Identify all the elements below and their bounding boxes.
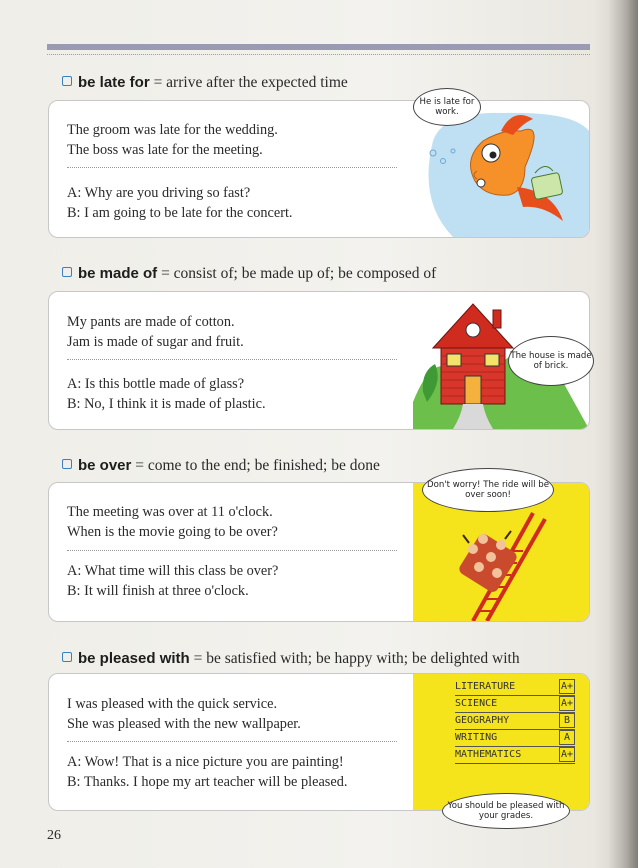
example-sentence: I was pleased with the quick service.: [67, 696, 278, 712]
grade-value: A+: [560, 681, 574, 692]
checkbox-icon[interactable]: [62, 459, 72, 469]
dialogue-line: B: No, I think it is made of plastic.: [67, 396, 266, 412]
example-sentence: When is the movie going to be over?: [67, 524, 278, 540]
speech-bubble: The house is made of brick.: [508, 336, 594, 386]
entry-definition: = arrive after the expected time: [153, 74, 348, 91]
speech-bubble: You should be pleased with your grades.: [442, 793, 570, 829]
subject-label: MATHEMATICS: [455, 749, 522, 760]
grade-value: A: [559, 730, 575, 745]
grade-row: [455, 747, 575, 764]
report-card: [455, 679, 575, 789]
entry-term: be over: [78, 457, 132, 474]
dialogue-line: B: It will finish at three o'clock.: [67, 583, 249, 599]
entry-definition: = be satisfied with; be happy with; be delighted with: [193, 650, 520, 667]
speech-bubble: He is late for work.: [413, 88, 481, 126]
example-sentence: Jam is made of sugar and fruit.: [67, 334, 244, 350]
dialogue-line: A: Why are you driving so fast?: [67, 185, 251, 201]
entry-definition: = consist of; be made up of; be composed of: [161, 265, 437, 282]
dialogue-line: A: Is this bottle made of glass?: [67, 376, 245, 392]
dialogue-line: B: I am going to be late for the concert.: [67, 205, 293, 221]
subject-label: WRITING: [455, 732, 498, 743]
header-dotted-rule: [47, 54, 590, 55]
grade-row: [455, 696, 575, 713]
example-sentence: The boss was late for the meeting.: [67, 142, 263, 158]
entry-heading: [62, 650, 520, 668]
entry-term: be late for: [78, 74, 150, 91]
divider: [67, 359, 397, 360]
dialogue-line: B: Thanks. I hope my art teacher will be pleased.: [67, 774, 348, 790]
entry-heading: [62, 265, 436, 283]
grade-row: [455, 730, 575, 747]
entry-term: be pleased with: [78, 650, 190, 667]
entry-term: be made of: [78, 265, 158, 282]
dialogue-line: A: Wow! That is a nice picture you are painting!: [67, 754, 344, 770]
dialogue-line: A: What time will this class be over?: [67, 563, 279, 579]
grade-value: A+: [560, 698, 574, 709]
subject-label: LITERATURE: [455, 681, 516, 692]
example-sentence: The meeting was over at 11 o'clock.: [67, 504, 273, 520]
divider: [67, 167, 397, 168]
subject-label: SCIENCE: [455, 698, 498, 709]
grade-value: B: [559, 713, 575, 728]
divider: [67, 741, 397, 742]
subject-label: GEOGRAPHY: [455, 715, 510, 726]
grade-row: [455, 679, 575, 696]
example-sentence: The groom was late for the wedding.: [67, 122, 278, 138]
divider: [67, 550, 397, 551]
example-card: [48, 100, 590, 238]
grade-row: [455, 713, 575, 730]
checkbox-icon[interactable]: [62, 76, 72, 86]
entry-heading: [62, 74, 348, 92]
checkbox-icon[interactable]: [62, 652, 72, 662]
entry-heading: [62, 457, 380, 475]
page-spine-shadow: [608, 0, 638, 868]
entry-definition: = come to the end; be finished; be done: [135, 457, 380, 474]
header-rule: [47, 44, 590, 50]
example-sentence: She was pleased with the new wallpaper.: [67, 716, 301, 732]
grade-value: A+: [560, 749, 574, 760]
checkbox-icon[interactable]: [62, 267, 72, 277]
speech-bubble: Don't worry! The ride will be over soon!: [422, 468, 554, 512]
example-sentence: My pants are made of cotton.: [67, 314, 235, 330]
page-number: 26: [47, 828, 61, 843]
